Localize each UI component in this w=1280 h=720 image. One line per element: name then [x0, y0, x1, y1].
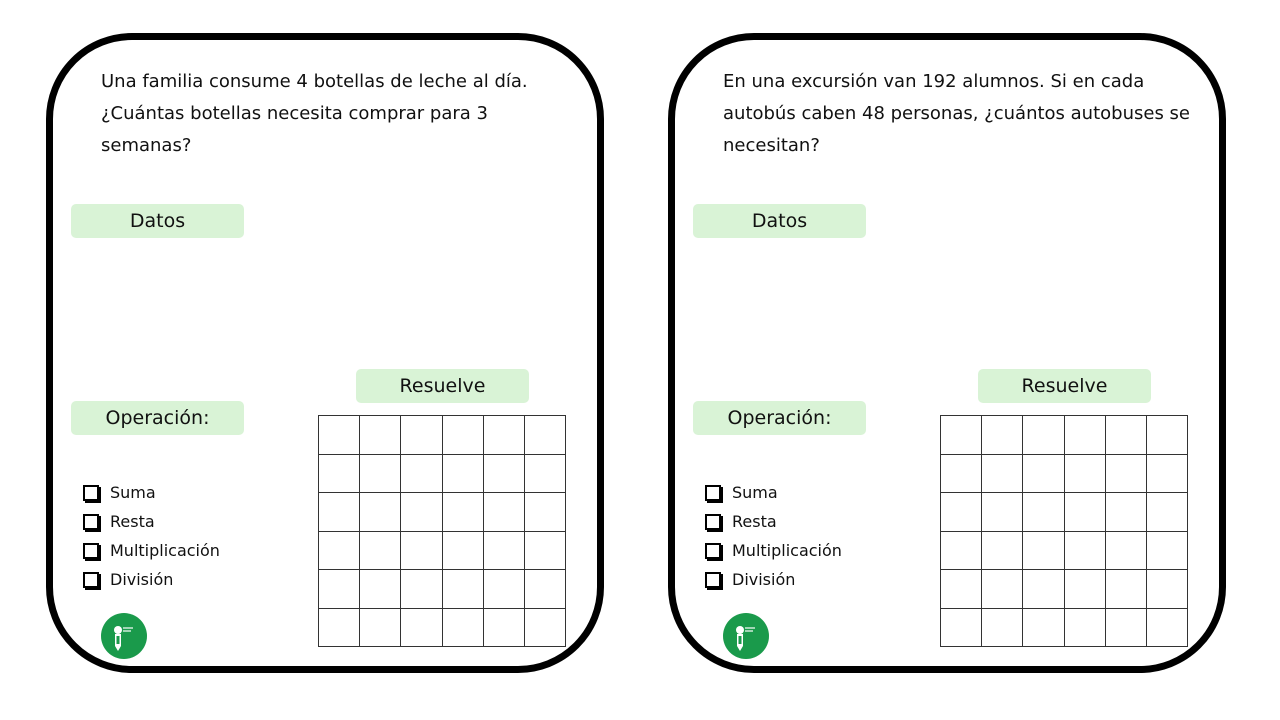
option-label: Multiplicación: [110, 541, 220, 560]
option-label: Resta: [110, 512, 155, 531]
problem-text: Una familia consume 4 botellas de leche al día. ¿Cuántas botellas necesita comprar para 3 semanas?: [101, 71, 528, 156]
option-label: Suma: [110, 483, 156, 502]
grid-cell[interactable]: [1023, 455, 1064, 494]
grid-cell[interactable]: [1023, 532, 1064, 571]
grid-cell[interactable]: [982, 455, 1023, 494]
grid-cell[interactable]: [1106, 416, 1147, 455]
option-suma[interactable]: [705, 478, 842, 507]
checkbox-icon[interactable]: [83, 485, 99, 501]
problem-card-2: [668, 33, 1226, 673]
grid-cell[interactable]: [1065, 609, 1106, 648]
grid-cell[interactable]: [484, 609, 525, 648]
grid-cell[interactable]: [982, 416, 1023, 455]
answer-grid[interactable]: [318, 415, 566, 647]
grid-cell[interactable]: [982, 609, 1023, 648]
datos-label: Datos: [693, 204, 866, 238]
grid-cell[interactable]: [319, 609, 360, 648]
datos-label: Datos: [71, 204, 244, 238]
option-multiplicacion[interactable]: [705, 536, 842, 565]
grid-cell[interactable]: [484, 532, 525, 571]
grid-cell[interactable]: [525, 416, 566, 455]
operation-options: [83, 478, 220, 594]
grid-cell[interactable]: [1023, 570, 1064, 609]
grid-cell[interactable]: [360, 455, 401, 494]
grid-cell[interactable]: [1147, 570, 1188, 609]
option-suma[interactable]: [83, 478, 220, 507]
grid-cell[interactable]: [941, 455, 982, 494]
grid-cell[interactable]: [360, 493, 401, 532]
pencil-logo-icon: [723, 613, 769, 659]
option-resta[interactable]: [705, 507, 842, 536]
grid-cell[interactable]: [941, 532, 982, 571]
option-multiplicacion[interactable]: [83, 536, 220, 565]
grid-cell[interactable]: [1106, 570, 1147, 609]
grid-cell[interactable]: [443, 455, 484, 494]
checkbox-icon[interactable]: [705, 485, 721, 501]
grid-cell[interactable]: [1106, 609, 1147, 648]
grid-cell[interactable]: [401, 416, 442, 455]
option-label: Multiplicación: [732, 541, 842, 560]
checkbox-icon[interactable]: [83, 543, 99, 559]
grid-cell[interactable]: [401, 455, 442, 494]
grid-cell[interactable]: [360, 570, 401, 609]
grid-cell[interactable]: [443, 493, 484, 532]
grid-cell[interactable]: [319, 455, 360, 494]
checkbox-icon[interactable]: [705, 572, 721, 588]
grid-cell[interactable]: [1065, 570, 1106, 609]
grid-cell[interactable]: [319, 493, 360, 532]
grid-cell[interactable]: [401, 570, 442, 609]
grid-cell[interactable]: [1147, 416, 1188, 455]
grid-cell[interactable]: [484, 455, 525, 494]
grid-cell[interactable]: [484, 570, 525, 609]
grid-cell[interactable]: [443, 416, 484, 455]
operacion-label: Operación:: [71, 401, 244, 435]
grid-cell[interactable]: [319, 532, 360, 571]
checkbox-icon[interactable]: [705, 543, 721, 559]
grid-cell[interactable]: [1147, 532, 1188, 571]
grid-cell[interactable]: [1106, 532, 1147, 571]
grid-cell[interactable]: [443, 570, 484, 609]
pencil-logo-icon: [101, 613, 147, 659]
grid-cell[interactable]: [1065, 416, 1106, 455]
grid-cell[interactable]: [360, 532, 401, 571]
checkbox-icon[interactable]: [83, 514, 99, 530]
option-resta[interactable]: [83, 507, 220, 536]
grid-cell[interactable]: [982, 532, 1023, 571]
option-label: Resta: [732, 512, 777, 531]
grid-cell[interactable]: [1147, 609, 1188, 648]
option-label: Suma: [732, 483, 778, 502]
grid-cell[interactable]: [1065, 532, 1106, 571]
option-label: División: [732, 570, 796, 589]
grid-cell[interactable]: [941, 416, 982, 455]
option-division[interactable]: [83, 565, 220, 594]
grid-cell[interactable]: [1106, 455, 1147, 494]
grid-cell[interactable]: [360, 609, 401, 648]
grid-cell[interactable]: [401, 493, 442, 532]
operation-options: [705, 478, 842, 594]
grid-cell[interactable]: [1065, 493, 1106, 532]
grid-cell[interactable]: [360, 416, 401, 455]
checkbox-icon[interactable]: [83, 572, 99, 588]
grid-cell[interactable]: [982, 570, 1023, 609]
grid-cell[interactable]: [1023, 493, 1064, 532]
grid-cell[interactable]: [525, 570, 566, 609]
answer-grid[interactable]: [940, 415, 1188, 647]
problem-card-1: [46, 33, 604, 673]
option-label: División: [110, 570, 174, 589]
option-division[interactable]: [705, 565, 842, 594]
operacion-label: Operación:: [693, 401, 866, 435]
grid-cell[interactable]: [1106, 493, 1147, 532]
resuelve-label: Resuelve: [356, 369, 529, 403]
grid-cell[interactable]: [941, 609, 982, 648]
grid-cell[interactable]: [941, 570, 982, 609]
grid-cell[interactable]: [525, 493, 566, 532]
grid-cell[interactable]: [401, 609, 442, 648]
grid-cell[interactable]: [319, 570, 360, 609]
checkbox-icon[interactable]: [705, 514, 721, 530]
grid-cell[interactable]: [401, 532, 442, 571]
grid-cell[interactable]: [1023, 416, 1064, 455]
grid-cell[interactable]: [484, 493, 525, 532]
grid-cell[interactable]: [319, 416, 360, 455]
grid-cell[interactable]: [525, 532, 566, 571]
grid-cell[interactable]: [1147, 493, 1188, 532]
grid-cell[interactable]: [1065, 455, 1106, 494]
grid-cell[interactable]: [525, 455, 566, 494]
grid-cell[interactable]: [1147, 455, 1188, 494]
grid-cell[interactable]: [484, 416, 525, 455]
grid-cell[interactable]: [443, 532, 484, 571]
resuelve-label: Resuelve: [978, 369, 1151, 403]
problem-text: En una excursión van 192 alumnos. Si en cada autobús caben 48 personas, ¿cuántos autobuses se necesitan?: [723, 71, 1190, 156]
grid-cell[interactable]: [525, 609, 566, 648]
grid-cell[interactable]: [982, 493, 1023, 532]
grid-cell[interactable]: [941, 493, 982, 532]
grid-cell[interactable]: [1023, 609, 1064, 648]
grid-cell[interactable]: [443, 609, 484, 648]
